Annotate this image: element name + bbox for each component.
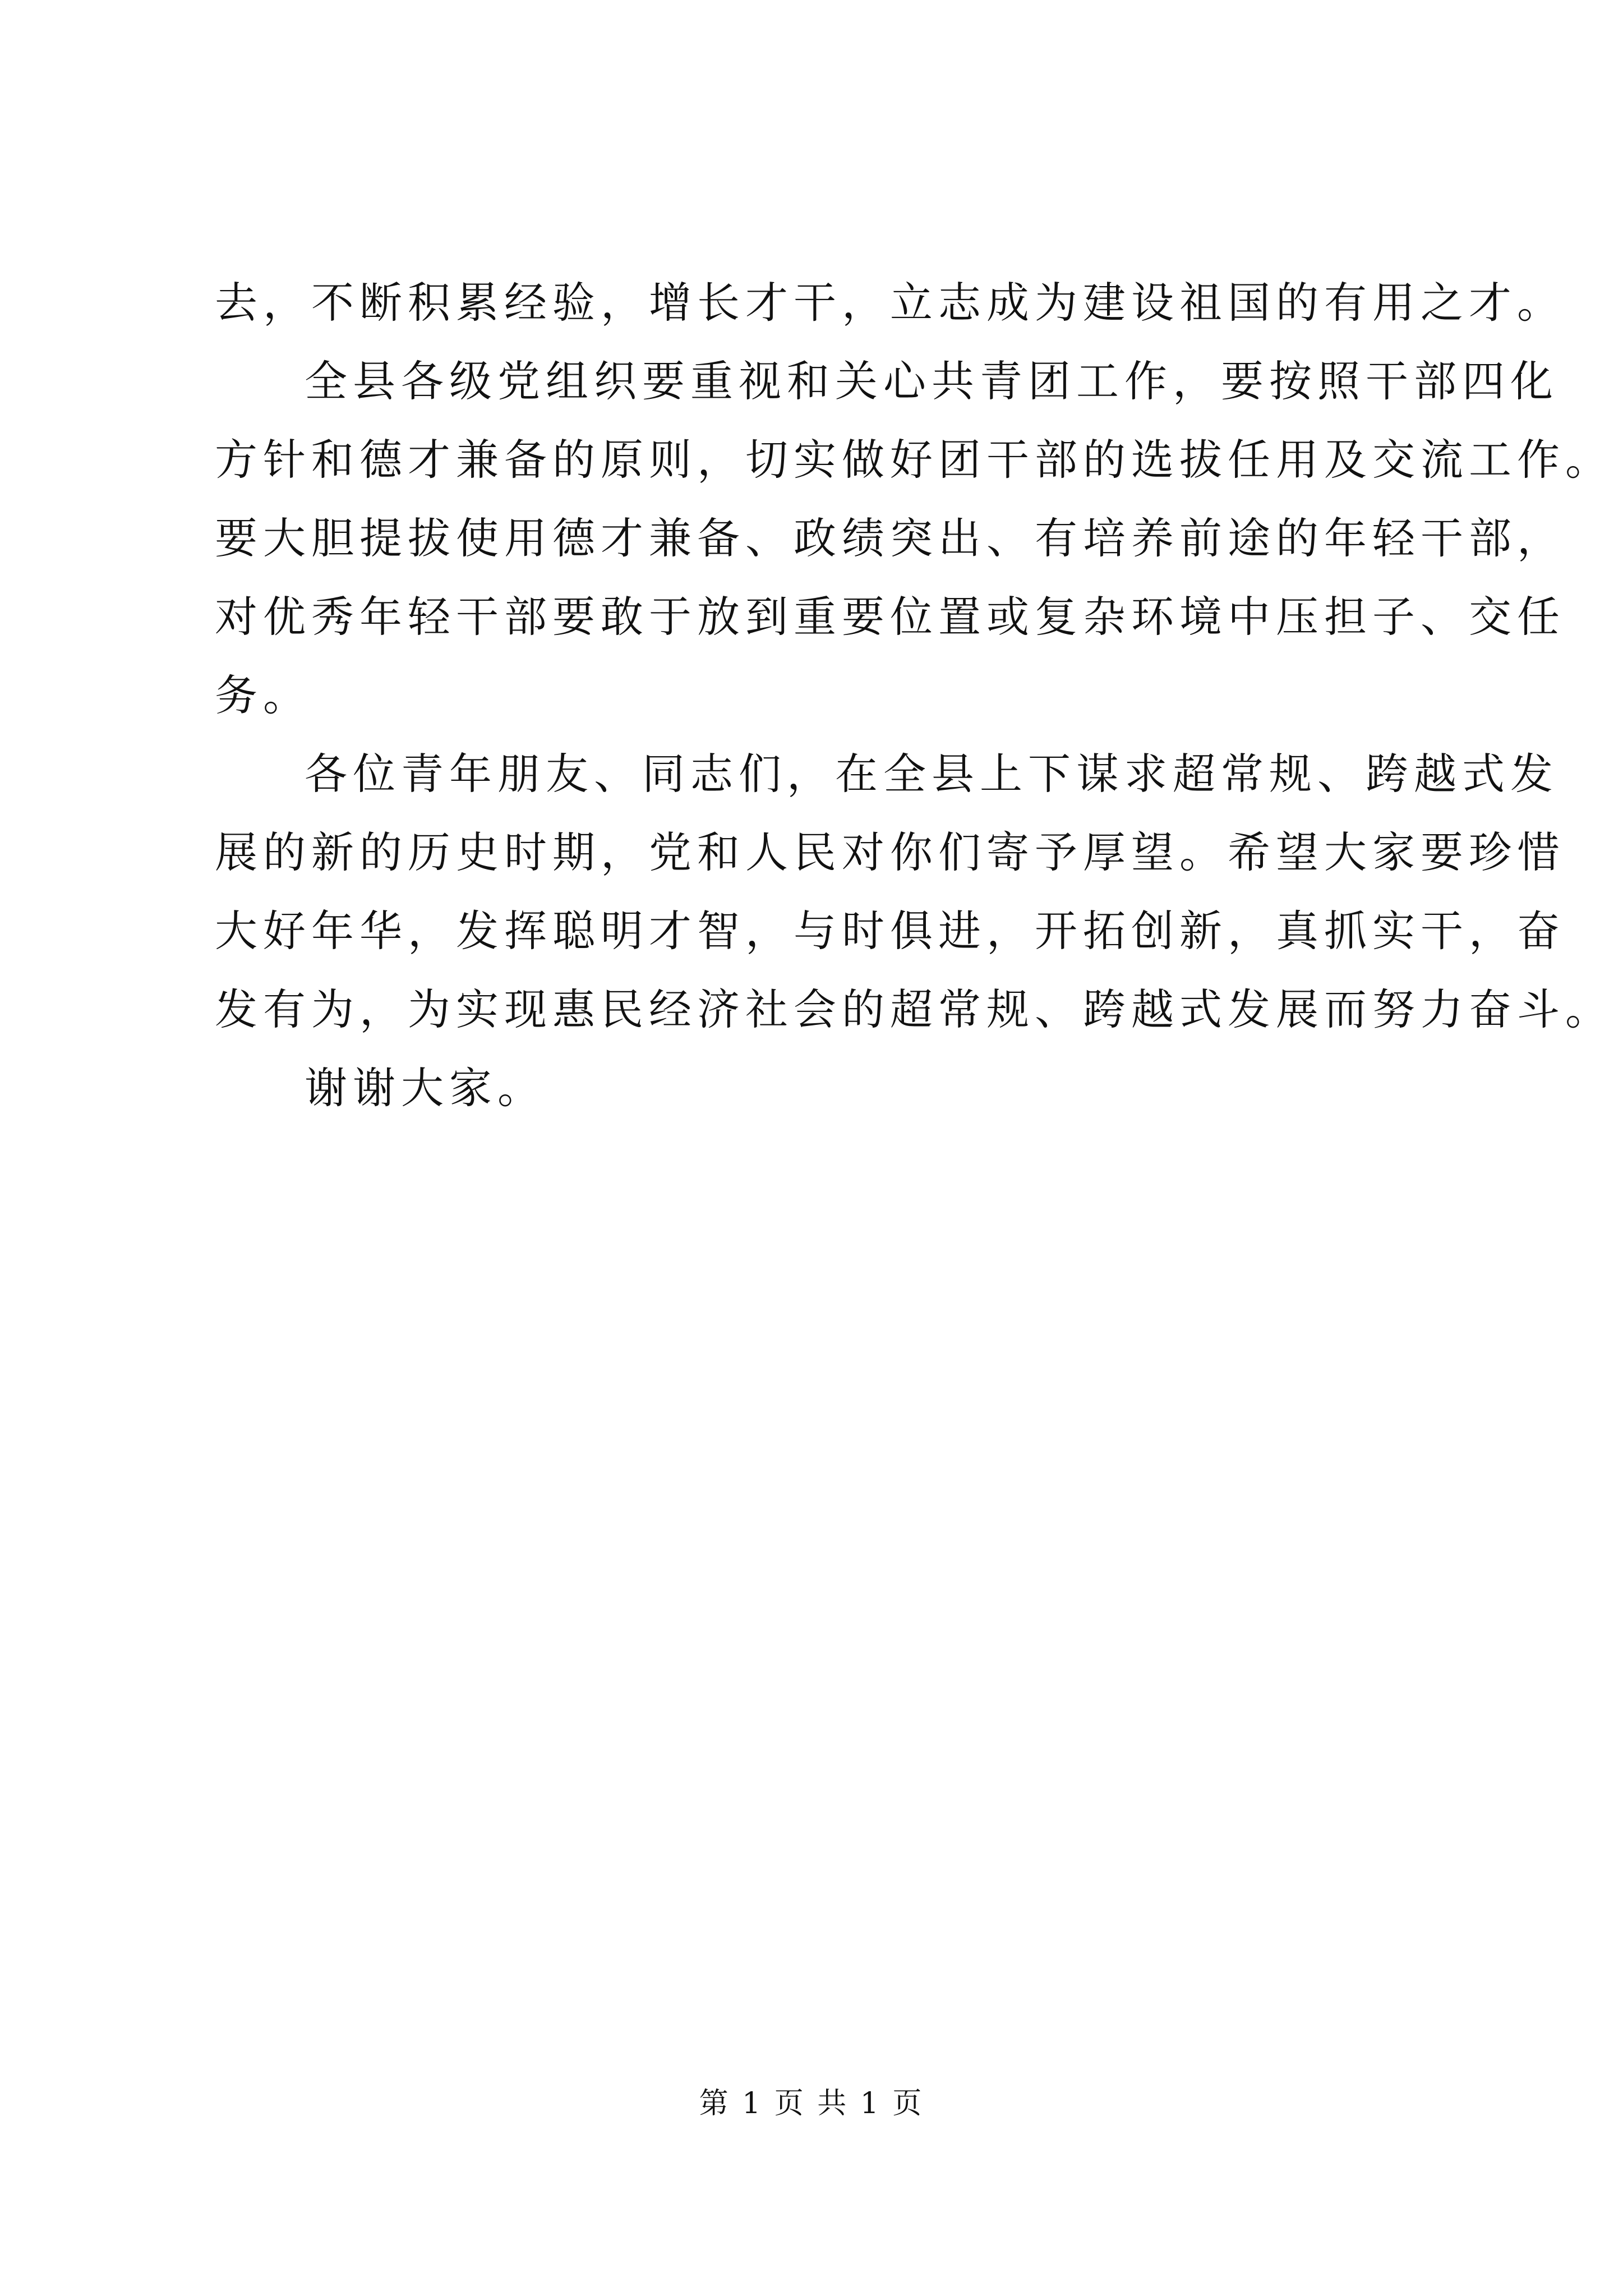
text-line: 方针和德才兼备的原则，切实做好团干部的选拔任用及交流工作。 (215, 435, 1613, 485)
paragraph-start-line: 各位青年朋友、同志们，在全县上下谋求超常规、跨越式发 (305, 749, 1559, 799)
text-line: 对优秀年轻干部要敢于放到重要位置或复杂环境中压担子、交任 (215, 592, 1565, 642)
closing-line: 谢谢大家。 (305, 1063, 546, 1113)
text-line: 要大胆提拔使用德才兼备、政绩突出、有培养前途的年轻干部， (215, 513, 1565, 563)
paragraph-start-line: 全县各级党组织要重视和关心共青团工作，要按照干部四化 (305, 356, 1559, 406)
text-line: 发有为，为实现惠民经济社会的超常规、跨越式发展而努力奋斗。 (215, 984, 1613, 1034)
text-line: 大好年华，发挥聪明才智，与时俱进，开拓创新，真抓实干，奋 (215, 906, 1565, 956)
page-number-footer: 第 1 页 共 1 页 (699, 2087, 924, 2120)
text-line: 务。 (215, 670, 311, 720)
document-body (215, 264, 1613, 1128)
text-line: 展的新的历史时期，党和人民对你们寄予厚望。希望大家要珍惜 (215, 827, 1565, 877)
text-line: 去，不断积累经验，增长才干，立志成为建设祖国的有用之才。 (215, 278, 1565, 328)
